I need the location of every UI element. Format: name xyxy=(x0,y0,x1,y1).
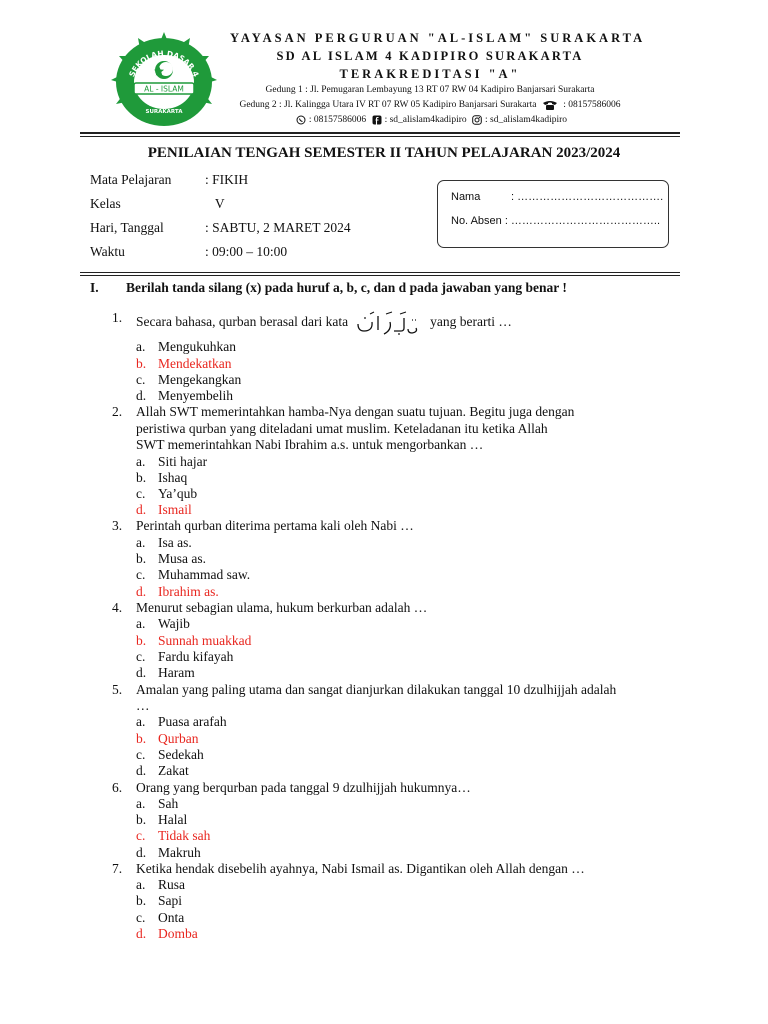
question-2-line-1: Allah SWT memerintahkan hamba-Nya dengan suatu tujuan. Begitu juga dengan xyxy=(136,404,575,419)
instagram-icon xyxy=(472,115,482,125)
date-label: Hari, Tanggal xyxy=(90,220,164,235)
question-1-text-part-1: Secara bahasa, qurban berasal dari kata xyxy=(136,314,349,330)
q1-option-d-text[interactable]: Menyembelih xyxy=(158,388,233,403)
question-5-line-1: Amalan yang paling utama dan sangat dianjurkan dilakukan tanggal 10 dzulhijjah adalah xyxy=(136,682,617,697)
header-divider-thick xyxy=(80,132,680,134)
question-1-text xyxy=(136,310,512,336)
accreditation: TERAKREDITASI "A" xyxy=(339,67,521,81)
q2-option-c-letter: c. xyxy=(136,486,146,501)
school-logo xyxy=(106,30,222,132)
q2-option-b-text[interactable]: Ishaq xyxy=(158,470,188,485)
q6-option-b-letter: b. xyxy=(136,812,147,827)
absence-number-field[interactable]: : ………………………………….. xyxy=(501,215,661,227)
q4-option-c-letter: c. xyxy=(136,649,146,664)
q4-option-a-letter: a. xyxy=(136,616,146,631)
q7-option-d-letter: d. xyxy=(136,926,147,941)
q4-option-d-text[interactable]: Haram xyxy=(158,665,195,680)
q7-option-b-text[interactable]: Sapi xyxy=(158,893,183,908)
foundation-name: YAYASAN PERGURUAN "AL-ISLAM" SURAKARTA xyxy=(230,31,646,45)
q7-option-c-letter: c. xyxy=(136,910,146,925)
logo-top-text: SEKOLAH DASAR 4 xyxy=(127,48,201,79)
class-label: Kelas xyxy=(90,196,121,211)
question-6-text: Orang yang berqurban pada tanggal 9 dzulhijjah hukumnya… xyxy=(136,780,471,795)
q2-option-d-text[interactable]: Ismail xyxy=(158,502,192,517)
q7-option-d-text[interactable]: Domba xyxy=(158,926,198,941)
q4-option-d-letter: d. xyxy=(136,665,147,680)
q1-option-a-text[interactable]: Mengukuhkan xyxy=(158,339,236,354)
question-4-number: 4. xyxy=(112,600,123,615)
q3-option-b-text[interactable]: Musa as. xyxy=(158,551,206,566)
q7-option-b-letter: b. xyxy=(136,893,147,908)
question-3-number: 3. xyxy=(112,518,123,533)
question-5-line-2: … xyxy=(136,698,150,713)
q7-option-a-text[interactable]: Rusa xyxy=(158,877,185,892)
question-4-text: Menurut sebagian ulama, hukum berkurban adalah … xyxy=(136,600,428,615)
time-value: : 09:00 – 10:00 xyxy=(205,244,288,259)
question-2-line-2: peristiwa qurban yang diteladani umat muslim. Keteladanan itu ketika Allah xyxy=(136,421,548,436)
arabic-word-image xyxy=(356,310,424,336)
name-label: Nama xyxy=(451,191,481,203)
q3-option-b-letter: b. xyxy=(136,551,147,566)
question-1-text-part-2: yang berarti … xyxy=(430,314,512,330)
name-field[interactable]: : …………………………………. xyxy=(511,191,664,203)
q2-option-a-text[interactable]: Siti hajar xyxy=(158,454,208,469)
subject-label: Mata Pelajaran xyxy=(90,172,172,187)
q5-option-b-text[interactable]: Qurban xyxy=(158,731,199,746)
question-3-text: Perintah qurban diterima pertama kali oleh Nabi … xyxy=(136,518,414,533)
q3-option-a-text[interactable]: Isa as. xyxy=(158,535,192,550)
q1-option-a-letter: a. xyxy=(136,339,146,354)
question-6-number: 6. xyxy=(112,780,123,795)
logo-ribbon-text: AL - ISLAM xyxy=(144,84,184,94)
address-building-1: Gedung 1 : Jl. Pemugaran Lembayung 13 RT 07 RW 04 Kadipiro Banjarsari Surakarta xyxy=(265,85,595,95)
time-label: Waktu xyxy=(90,244,125,259)
absence-number-row xyxy=(451,215,660,227)
q5-option-a-text[interactable]: Puasa arafah xyxy=(158,714,227,729)
question-7-number: 7. xyxy=(112,861,123,876)
q4-option-b-text[interactable]: Sunnah muakkad xyxy=(158,633,252,648)
q1-option-b-text[interactable]: Mendekatkan xyxy=(158,356,232,371)
header-divider-thin xyxy=(80,136,680,137)
question-1-number: 1. xyxy=(112,310,123,325)
q4-option-b-letter: b. xyxy=(136,633,147,648)
q1-option-c-text[interactable]: Mengekangkan xyxy=(158,372,242,387)
logo-bottom-text-1: KADIPIRO xyxy=(148,102,180,108)
section-divider-top xyxy=(80,272,680,273)
q3-option-d-text[interactable]: Ibrahim as. xyxy=(158,584,219,599)
q2-option-b-letter: b. xyxy=(136,470,147,485)
q7-option-a-letter: a. xyxy=(136,877,146,892)
q7-option-c-text[interactable]: Onta xyxy=(158,910,185,925)
q3-option-a-letter: a. xyxy=(136,535,146,550)
student-identity-box xyxy=(437,180,669,248)
q2-option-c-text[interactable]: Ya’qub xyxy=(158,486,198,501)
q1-option-d-letter: d. xyxy=(136,388,147,403)
q1-option-c-letter: c. xyxy=(136,372,146,387)
q2-option-a-letter: a. xyxy=(136,454,146,469)
q2-option-d-letter: d. xyxy=(136,502,147,517)
q5-option-b-letter: b. xyxy=(136,731,147,746)
q6-option-d-text[interactable]: Makruh xyxy=(158,845,201,860)
q5-option-d-letter: d. xyxy=(136,763,147,778)
question-5-number: 5. xyxy=(112,682,123,697)
phone-number: : 08157586006 xyxy=(563,100,621,111)
address-building-2-text: Gedung 2 : Jl. Kalingga Utara IV RT 07 RW 05 Kadipiro Banjarsari Surakarta xyxy=(239,100,537,111)
q6-option-b-text[interactable]: Halal xyxy=(158,812,188,827)
address-building-2 xyxy=(230,100,630,110)
question-2-line-3: SWT memerintahkan Nabi Ibrahim a.s. untuk mengorbankan … xyxy=(136,437,484,452)
contact-line xyxy=(230,115,630,125)
q5-option-a-letter: a. xyxy=(136,714,146,729)
name-row xyxy=(451,191,663,203)
q5-option-c-text[interactable]: Sedekah xyxy=(158,747,204,762)
q6-option-c-letter: c. xyxy=(136,828,146,843)
exam-title: PENILAIAN TENGAH SEMESTER II TAHUN PELAJARAN 2023/2024 xyxy=(147,145,621,161)
logo-bottom-text-2: SURAKARTA xyxy=(145,109,183,115)
instagram-account: : sd_alislam4kadipiro xyxy=(485,115,568,126)
facebook-account: : sd_alislam4kadipiro xyxy=(384,115,467,126)
absence-number-label: No. Absen xyxy=(451,215,502,227)
q5-option-d-text[interactable]: Zakat xyxy=(158,763,189,778)
q6-option-d-letter: d. xyxy=(136,845,147,860)
date-value: : SABTU, 2 MARET 2024 xyxy=(205,220,351,235)
q6-option-a-letter: a. xyxy=(136,796,146,811)
whatsapp-number: : 08157586006 xyxy=(308,115,367,126)
question-2-number: 2. xyxy=(112,404,123,419)
question-7-text: Ketika hendak disebelih ayahnya, Nabi Ismail as. Digantikan oleh Allah dengan … xyxy=(136,861,585,876)
telephone-icon xyxy=(542,100,558,110)
class-value: V xyxy=(205,196,225,211)
q3-option-c-text[interactable]: Muhammad saw. xyxy=(158,567,251,582)
section-instruction: Berilah tanda silang (x) pada huruf a, b, c, dan d pada jawaban yang benar ! xyxy=(126,280,567,295)
q6-option-a-text[interactable]: Sah xyxy=(158,796,179,811)
q1-option-b-letter: b. xyxy=(136,356,147,371)
subject-value: : FIKIH xyxy=(205,172,249,187)
facebook-icon xyxy=(372,115,382,125)
q3-option-d-letter: d. xyxy=(136,584,147,599)
q4-option-c-text[interactable]: Fardu kifayah xyxy=(158,649,234,664)
school-name: SD AL ISLAM 4 KADIPIRO SURAKARTA xyxy=(276,49,584,63)
whatsapp-icon xyxy=(296,115,306,125)
q4-option-a-text[interactable]: Wajib xyxy=(158,616,190,631)
q3-option-c-letter: c. xyxy=(136,567,146,582)
section-divider-bottom xyxy=(80,275,680,276)
section-number: I. xyxy=(90,280,99,295)
q5-option-c-letter: c. xyxy=(136,747,146,762)
q6-option-c-text[interactable]: Tidak sah xyxy=(158,828,211,843)
